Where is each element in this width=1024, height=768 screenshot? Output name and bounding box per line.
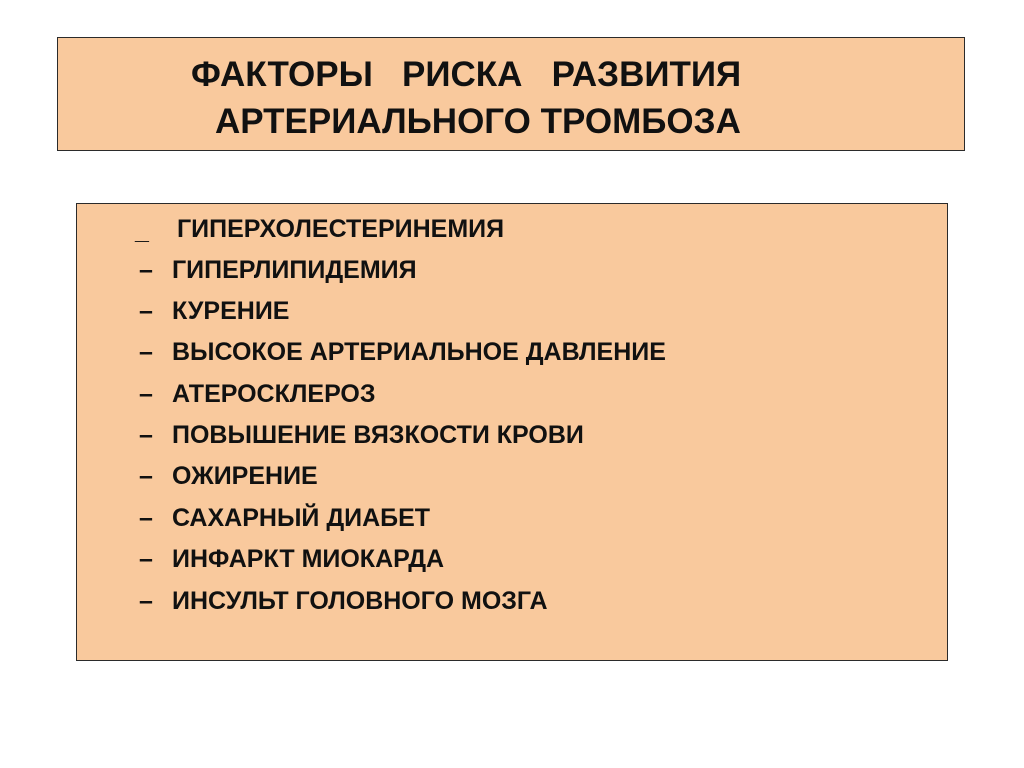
list-item: [77, 461, 877, 491]
list-item: [77, 544, 877, 574]
list-marker: –: [139, 462, 153, 490]
list-item-text: КУРЕНИЕ: [172, 297, 290, 325]
list-item: [77, 214, 877, 244]
list-marker: –: [139, 421, 153, 449]
list-item-text: АТЕРОСКЛЕРОЗ: [172, 380, 376, 408]
list-marker: –: [139, 504, 153, 532]
list-item-text: ГИПЕРЛИПИДЕМИЯ: [172, 256, 417, 284]
title-line-1: ФАКТОРЫ РИСКА РАЗВИТИЯ: [191, 55, 742, 94]
list-item-text: ГИПЕРХОЛЕСТЕРИНЕМИЯ: [177, 215, 505, 243]
list-marker: –: [139, 380, 153, 408]
list-item: [77, 337, 877, 367]
list-item-text: ИНСУЛЬТ ГОЛОВНОГО МОЗГА: [172, 587, 548, 615]
list-marker: –: [139, 297, 153, 325]
list-item: [77, 420, 877, 450]
list-marker: _: [135, 217, 149, 245]
list-item: [77, 503, 877, 533]
list-item-text: САХАРНЫЙ ДИАБЕТ: [172, 504, 431, 532]
list-item-text: ОЖИРЕНИЕ: [172, 462, 318, 490]
title-line-2: АРТЕРИАЛЬНОГО ТРОМБОЗА: [215, 102, 741, 141]
list-item-text: ВЫСОКОЕ АРТЕРИАЛЬНОЕ ДАВЛЕНИЕ: [172, 338, 666, 366]
risk-factors-list: [76, 203, 948, 661]
list-item: [77, 255, 877, 285]
list-marker: –: [139, 256, 153, 284]
list-item-text: ПОВЫШЕНИЕ ВЯЗКОСТИ КРОВИ: [172, 421, 584, 449]
list-item: [77, 379, 877, 409]
list-marker: –: [139, 338, 153, 366]
list-marker: –: [139, 545, 153, 573]
title-box: [57, 37, 965, 151]
list-item-text: ИНФАРКТ МИОКАРДА: [172, 545, 445, 573]
list-marker: –: [139, 587, 153, 615]
list-item: [77, 296, 877, 326]
list-item: [77, 586, 877, 616]
